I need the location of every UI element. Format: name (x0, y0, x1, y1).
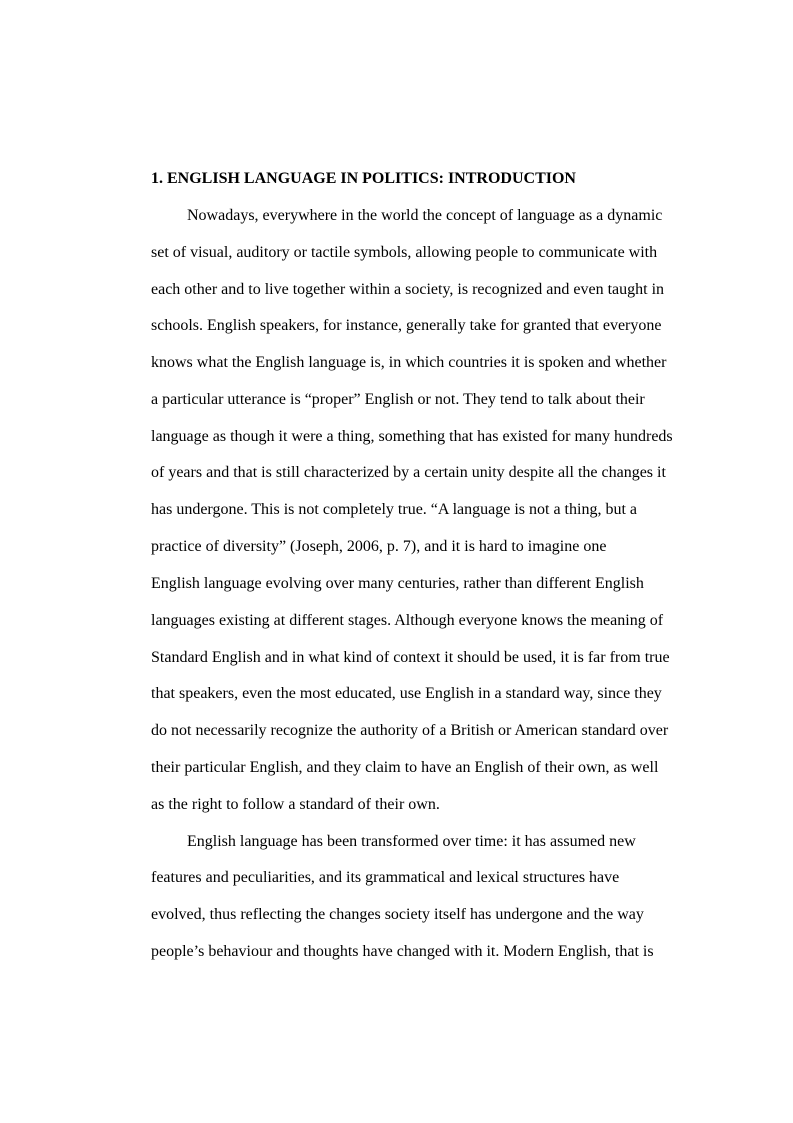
paragraph-line: Standard English and in what kind of context it should be used, it is far from true (151, 649, 670, 666)
paragraph-line: do not necessarily recognize the authority of a British or American standard over (151, 722, 669, 739)
paragraph-line: set of visual, auditory or tactile symbols, allowing people to communicate with (151, 244, 658, 261)
paragraph-line: has undergone. This is not completely true. “A language is not a thing, but a (151, 501, 637, 518)
paragraph-line: as the right to follow a standard of their own. (151, 796, 440, 813)
paragraph-line: features and peculiarities, and its grammatical and lexical structures have (151, 869, 620, 886)
paragraph-line: schools. English speakers, for instance, generally take for granted that everyone (151, 317, 662, 334)
paragraph-line: people’s behaviour and thoughts have changed with it. Modern English, that is (151, 943, 654, 960)
paragraph-line: language as though it were a thing, something that has existed for many hundreds (151, 428, 673, 445)
paragraph-line: a particular utterance is “proper” English or not. They tend to talk about their (151, 391, 645, 408)
paragraph-line: practice of diversity” (Joseph, 2006, p. 7), and it is hard to imagine one (151, 538, 607, 555)
paragraph-line: knows what the English language is, in which countries it is spoken and whether (151, 354, 667, 371)
paragraph-line: languages existing at different stages. Although everyone knows the meaning of (151, 612, 664, 629)
paragraph-line: that speakers, even the most educated, use English in a standard way, since they (151, 685, 662, 702)
paragraph-line: each other and to live together within a society, is recognized and even taught in (151, 281, 665, 298)
paragraph-line: their particular English, and they claim to have an English of their own, as well (151, 759, 659, 776)
paragraph-line: English language evolving over many centuries, rather than different English (151, 575, 644, 592)
paragraph-line: of years and that is still characterized by a certain unity despite all the changes it (151, 464, 666, 481)
paragraph-line: evolved, thus reflecting the changes society itself has undergone and the way (151, 906, 644, 923)
paragraph-line: English language has been transformed over time: it has assumed new (187, 833, 636, 850)
paragraph-line: Nowadays, everywhere in the world the concept of language as a dynamic (187, 207, 663, 224)
section-heading: 1. ENGLISH LANGUAGE IN POLITICS: INTRODUCTION (151, 170, 576, 187)
